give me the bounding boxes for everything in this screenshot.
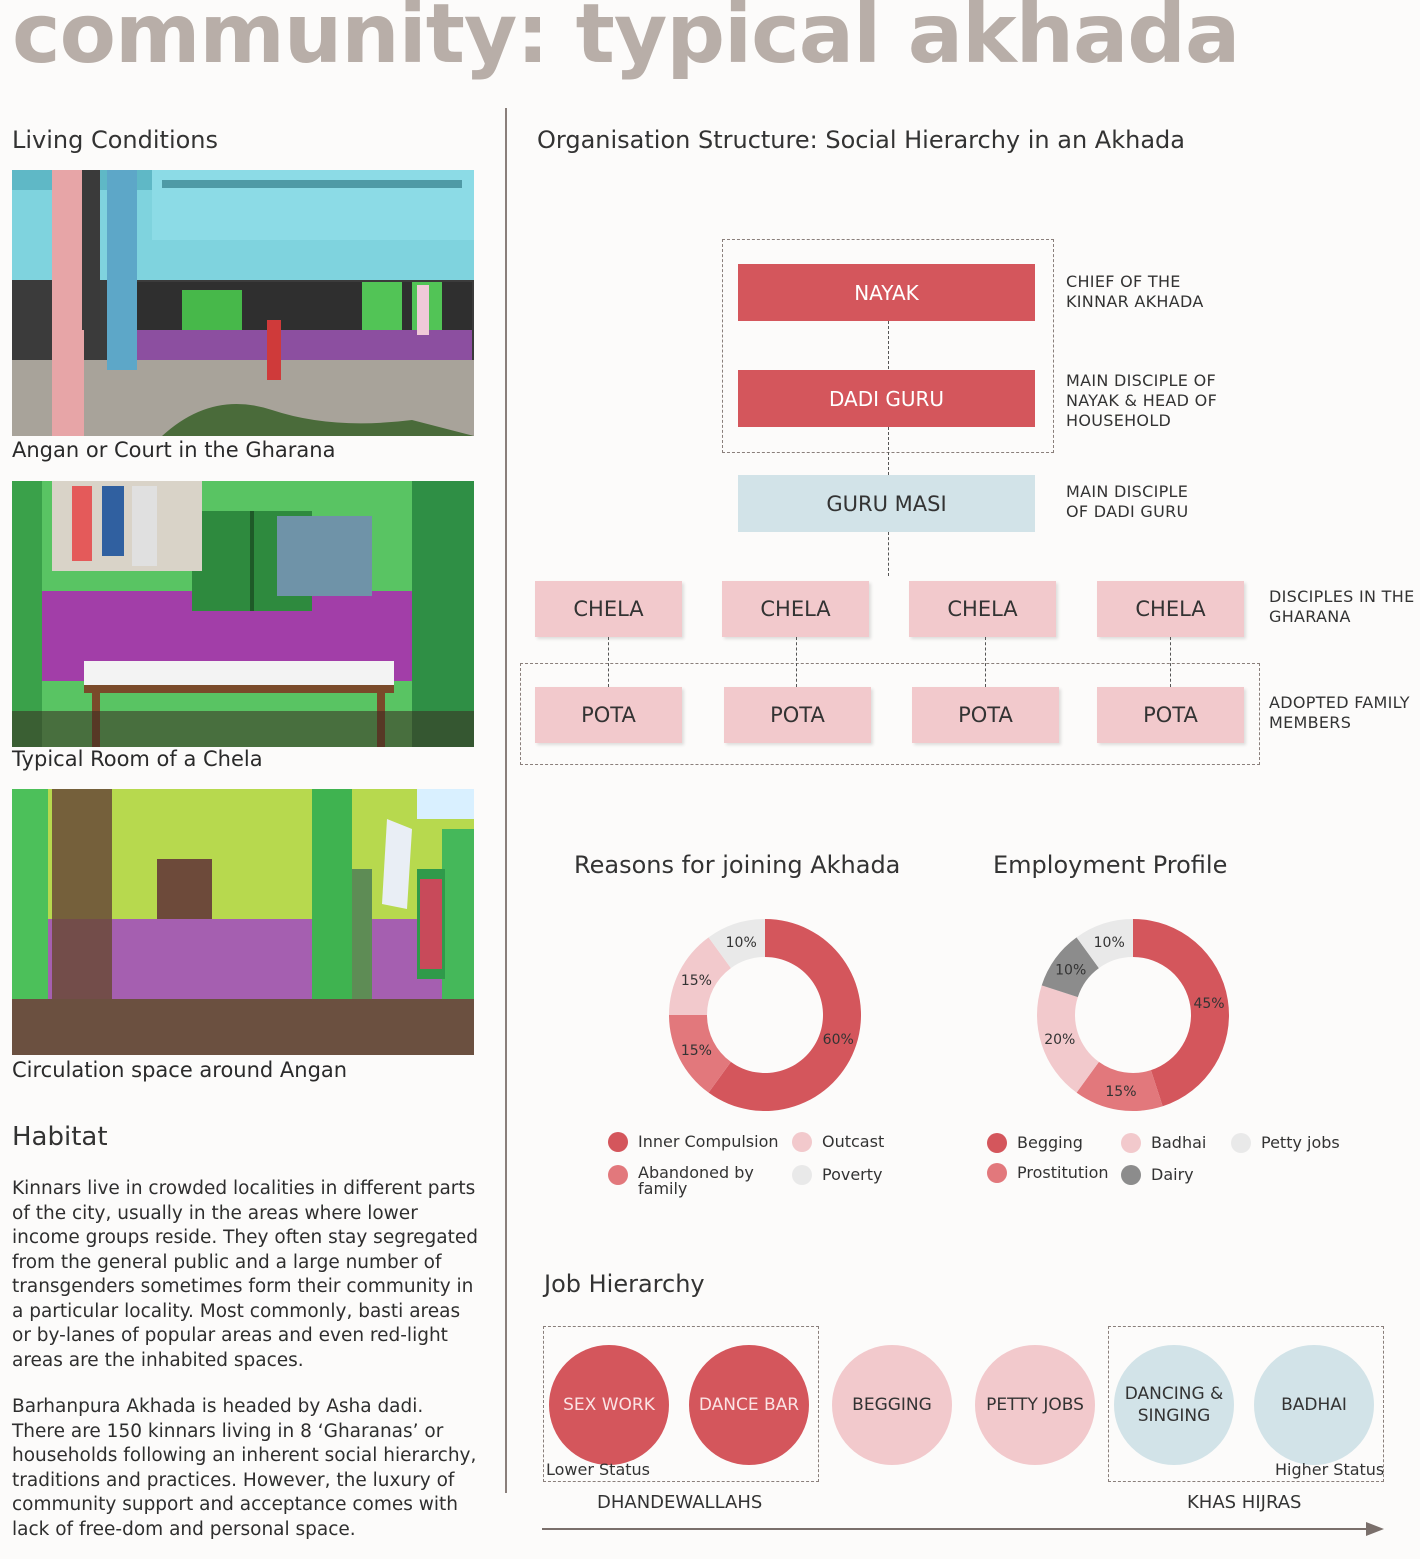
job-label-line: DANCING &: [1124, 1384, 1224, 1404]
higher-status-label: Higher Status: [1275, 1460, 1385, 1479]
note-line: ADOPTED FAMILY: [1269, 693, 1410, 712]
photo-caption: Circulation space around Angan: [12, 1058, 348, 1082]
guru-masi-note: [1066, 482, 1189, 522]
legend-item: [1121, 1165, 1194, 1185]
job-petty-jobs: PETTY JOBS: [975, 1345, 1095, 1465]
legend-label: Prostitution: [1017, 1163, 1109, 1182]
job-hierarchy-heading: Job Hierarchy: [544, 1270, 705, 1298]
legend-item: [1121, 1133, 1206, 1153]
chela-box: CHELA: [909, 581, 1056, 637]
connector: [888, 427, 889, 475]
living-conditions-heading: Living Conditions: [12, 126, 219, 154]
pota-box: POTA: [724, 687, 871, 743]
job-sex-work: SEX WORK: [549, 1345, 669, 1465]
donut-label: 10%: [725, 934, 757, 951]
donut-label: 60%: [822, 1031, 854, 1048]
group-khas-hijras: KHAS HIJRAS: [1187, 1492, 1302, 1513]
chart-title: Reasons for joining Akhada: [574, 851, 901, 879]
donut-label: 10%: [1055, 962, 1087, 979]
donut-label: 45%: [1193, 995, 1225, 1012]
connector: [796, 637, 797, 687]
note-line: MEMBERS: [1269, 713, 1352, 732]
job-label: [1125, 1383, 1224, 1427]
photo-chela-room: [12, 481, 474, 747]
column-divider: [505, 108, 507, 1493]
dadi-guru-box: DADI GURU: [738, 370, 1035, 427]
legend-label: Dairy: [1151, 1165, 1194, 1184]
connector: [608, 637, 609, 687]
habitat-paragraph: Kinnars live in crowded localities in different parts of the city, usually in the areas where lower income groups reside. They often stay segregated from the general public and a large number of transgenders sometimes form their community in a particular locality. Most commonly, basti areas or by-lanes of popular areas and even red-light areas are the inhabited spaces.: [12, 1178, 478, 1371]
legend-label: Begging: [1017, 1133, 1083, 1152]
donut-label: 15%: [680, 973, 712, 990]
habitat-heading: Habitat: [12, 1122, 108, 1152]
chela-box: CHELA: [1097, 581, 1244, 637]
legend-label: Outcast: [822, 1132, 885, 1151]
status-arrow: [542, 1520, 1386, 1538]
chela-box: CHELA: [535, 581, 682, 637]
legend-label: Inner Compulsion: [638, 1132, 779, 1151]
pota-box: POTA: [1097, 687, 1244, 743]
chela-box: CHELA: [722, 581, 869, 637]
note-line: OF DADI GURU: [1066, 502, 1189, 521]
legend-item: [987, 1133, 1083, 1153]
legend-item: [987, 1163, 1109, 1183]
donut-chart-reasons: [665, 915, 865, 1115]
legend-swatch: [1231, 1133, 1251, 1153]
legend-label: [638, 1165, 754, 1197]
legend-swatch: [1121, 1165, 1141, 1185]
note-line: KINNAR AKHADA: [1066, 292, 1204, 311]
legend-item: [1231, 1133, 1340, 1153]
job-badhai: BADHAI: [1254, 1345, 1374, 1465]
nayak-box: NAYAK: [738, 264, 1035, 321]
chart-title: Employment Profile: [993, 851, 1228, 879]
habitat-paragraph: Barhanpura Akhada is headed by Asha dadi. There are 150 kinnars living in 8 ‘Gharanas’ or households following an inherent social hierarchy, traditions and practices. However, the luxury of community support and acceptance comes with lack of free-dom and personal space.: [12, 1396, 477, 1540]
legend-swatch: [608, 1132, 628, 1152]
nayak-note: [1066, 272, 1204, 312]
legend-swatch: [792, 1165, 812, 1185]
note-line: GHARANA: [1269, 607, 1351, 626]
legend-label: Petty jobs: [1261, 1133, 1340, 1152]
donut-label: 15%: [1105, 1084, 1137, 1101]
donut-label: 20%: [1044, 1031, 1076, 1048]
note-line: MAIN DISCIPLE: [1066, 482, 1189, 501]
legend-swatch: [1121, 1133, 1141, 1153]
legend-swatch: [987, 1133, 1007, 1153]
legend-item: [608, 1132, 779, 1152]
photo-caption: Typical Room of a Chela: [12, 747, 263, 771]
donut-chart-employment: [1033, 915, 1233, 1115]
photo-angan: [12, 170, 474, 436]
legend-item: [792, 1132, 884, 1152]
note-line: DISCIPLES IN THE: [1269, 587, 1415, 606]
job-label-line: SINGING: [1137, 1406, 1211, 1426]
legend-item: [608, 1165, 754, 1197]
lower-status-label: Lower Status: [546, 1460, 650, 1479]
chela-note: [1269, 587, 1415, 627]
pota-box: POTA: [912, 687, 1059, 743]
photo-circulation: [12, 789, 474, 1055]
connector: [985, 637, 986, 687]
guru-masi-box: GURU MASI: [738, 475, 1035, 532]
legend-label: Poverty: [822, 1165, 883, 1184]
job-begging: BEGGING: [832, 1345, 952, 1465]
dadi-guru-note: [1066, 371, 1217, 431]
note-line: MAIN DISCIPLE OF: [1066, 371, 1216, 390]
note-line: HOUSEHOLD: [1066, 411, 1172, 430]
legend-item: [792, 1165, 883, 1185]
photo-caption: Angan or Court in the Gharana: [12, 438, 336, 462]
connector: [888, 321, 889, 369]
legend-label: Badhai: [1151, 1133, 1207, 1152]
job-dance-bar: DANCE BAR: [689, 1345, 809, 1465]
legend-swatch: [608, 1165, 628, 1185]
note-line: CHIEF OF THE: [1066, 272, 1181, 291]
pota-note: [1269, 693, 1410, 733]
legend-line: family: [638, 1179, 688, 1198]
legend-swatch: [987, 1163, 1007, 1183]
connector: [888, 532, 889, 576]
group-dhandewallahs: DHANDEWALLAHS: [597, 1492, 763, 1513]
connector: [1170, 637, 1171, 687]
donut-label: 15%: [680, 1042, 712, 1059]
legend-swatch: [792, 1132, 812, 1152]
legend-line: Abandoned by: [638, 1163, 754, 1182]
note-line: NAYAK & HEAD OF: [1066, 391, 1218, 410]
page-title: community: typical akhada: [12, 0, 1240, 82]
pota-box: POTA: [535, 687, 682, 743]
job-dancing-singing: [1114, 1345, 1234, 1465]
donut-label: 10%: [1093, 934, 1125, 951]
org-structure-heading: Organisation Structure: Social Hierarchy in an Akhada: [537, 126, 1185, 154]
